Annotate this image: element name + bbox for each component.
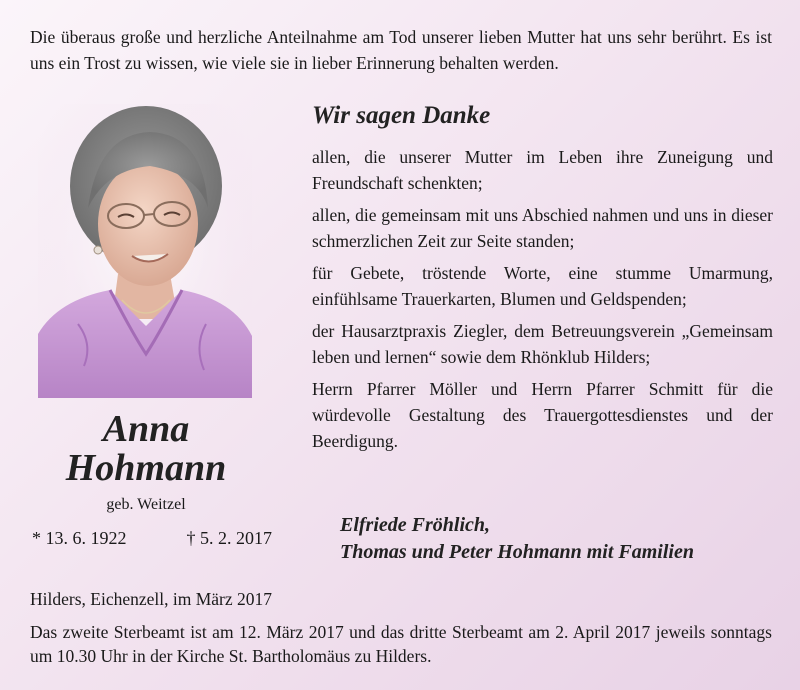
signatories [340,512,694,566]
maiden-name: geb. Weitzel [106,496,186,513]
death-date: † 5. 2. 2017 [186,528,272,548]
place-and-date: Hilders, Eichenzell, im März 2017 [30,589,273,609]
signatory-line: Elfriede Fröhlich, [340,514,491,536]
intro-text: Die überaus große und herzliche Anteilnahme am Tod unserer lieben Mutter hat uns sehr berührt. Es ist uns ein Trost zu wissen, wie viele sie in lieber Erinnerung behalten werden. [30,27,772,73]
thanks-paragraph: für Gebete, tröstende Worte, eine stumme Umarmung, einfühlsame Trauerkarten, Blumen und Geldspenden; [312,263,773,309]
deceased-first-name: Anna [102,408,190,450]
signatory-line: Thomas und Peter Hohmann mit Familien [340,541,694,563]
thanks-heading: Wir sagen Danke [312,102,491,129]
birth-date: * 13. 6. 1922 [32,528,127,548]
thanks-list [312,144,773,460]
thanks-paragraph: allen, die gemeinsam mit uns Abschied nahmen und uns in dieser schmerzlichen Zeit zur Seite standen; [312,205,773,251]
portrait-photo [38,104,252,398]
thanks-paragraph: allen, die unserer Mutter im Leben ihre Zuneigung und Freundschaft schenkten; [312,147,773,193]
thanks-paragraph: Herrn Pfarrer Möller und Herrn Pfarrer Schmitt für die würdevolle Gestaltung des Trauergottesdienstes und der Beerdigung. [312,379,773,451]
memorial-service-notice: Das zweite Sterbeamt ist am 12. März 2017 und das dritte Sterbeamt am 2. April 2017 jeweils sonntags um 10.30 Uhr in der Kirche St. Bartholomäus zu Hilders. [30,622,772,666]
life-dates [32,528,272,549]
deceased-last-name: Hohmann [65,447,227,489]
thanks-paragraph: der Hausarztpraxis Ziegler, dem Betreuungsverein „Gemeinsam leben und lernen“ sowie dem Rhönklub Hilders; [312,321,773,367]
